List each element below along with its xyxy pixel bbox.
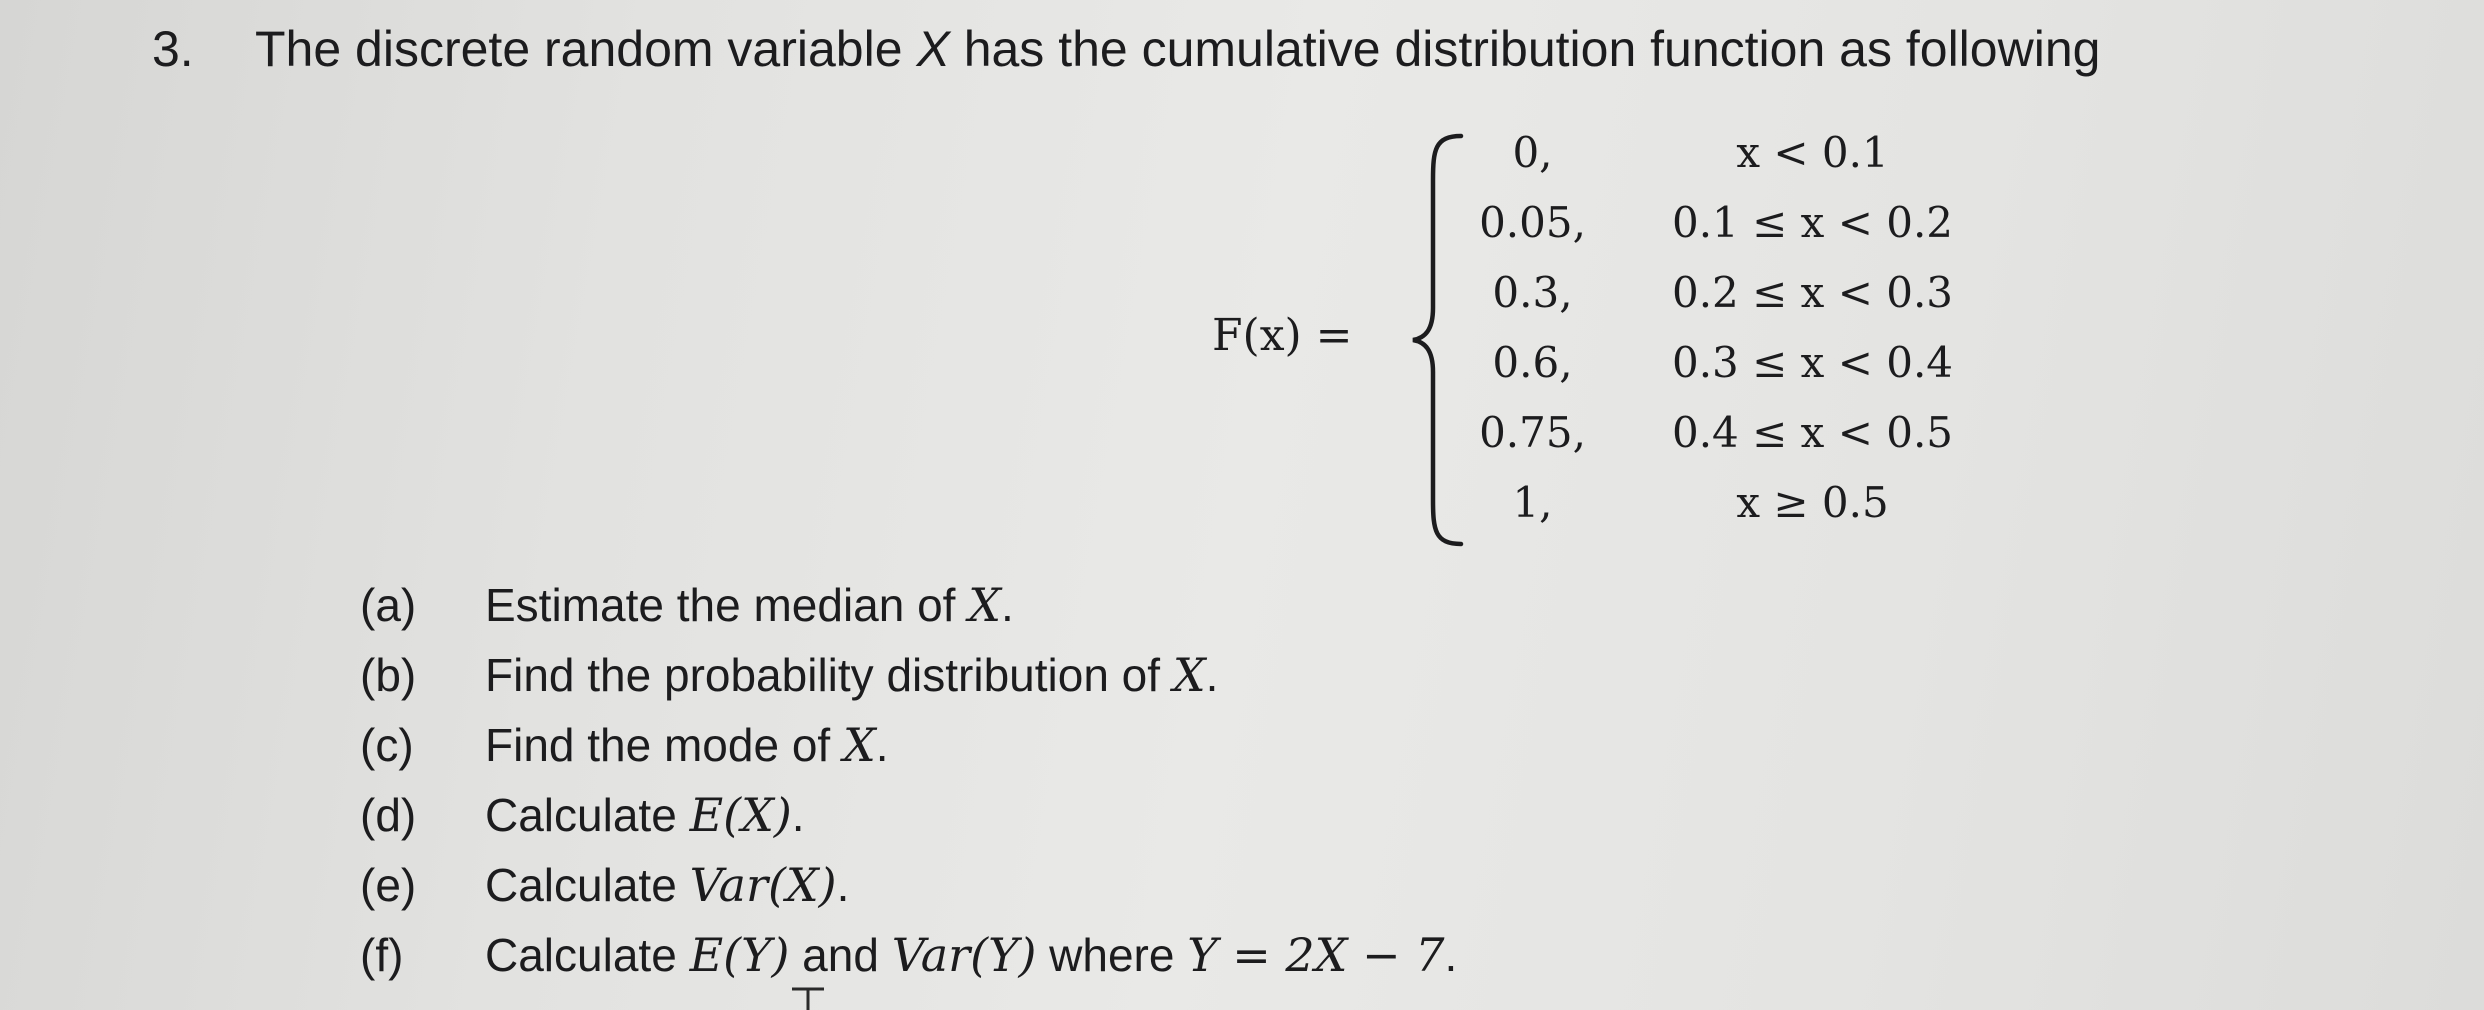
- cdf-value: 0,: [1512, 128, 1553, 177]
- stem-text-after: has the cumulative distribution function as following: [949, 21, 2101, 77]
- cdf-value: 0.05,: [1479, 198, 1586, 247]
- cdf-condition: 0.2 ≤ x < 0.3: [1671, 268, 1954, 317]
- part-label: (f): [360, 929, 404, 981]
- cdf-lhs: F(x) =: [1212, 310, 1353, 361]
- part-label: (c): [360, 719, 414, 771]
- part-label: (d): [360, 789, 417, 841]
- cdf-row: [0, 198, 2484, 268]
- part-text: Estimate the median of X.: [485, 578, 1014, 632]
- part-text: Calculate E(X).: [485, 788, 805, 842]
- stem-text-before: The discrete random variable: [255, 21, 917, 77]
- cdf-condition: 0.4 ≤ x < 0.5: [1671, 408, 1954, 457]
- cdf-row: [0, 128, 2484, 198]
- cdf-condition: 0.3 ≤ x < 0.4: [1671, 338, 1954, 387]
- cdf-row: [0, 478, 2484, 548]
- part-text: Calculate Var(X).: [485, 858, 850, 912]
- cdf-value: 1,: [1512, 478, 1553, 527]
- cdf-value: 0.3,: [1492, 268, 1573, 317]
- part-label: (e): [360, 859, 417, 911]
- cdf-value: 0.6,: [1492, 338, 1573, 387]
- pen-mark-icon: [790, 985, 826, 1010]
- part-label: (b): [360, 649, 417, 701]
- question-stem: [255, 20, 2100, 78]
- part-text: Find the mode of X.: [485, 718, 889, 772]
- cdf-condition: x < 0.1: [1736, 128, 1889, 177]
- cdf-condition: 0.1 ≤ x < 0.2: [1671, 198, 1954, 247]
- cdf-value: 0.75,: [1479, 408, 1586, 457]
- cdf-row: [0, 408, 2484, 478]
- cdf-row: [0, 268, 2484, 338]
- cdf-row: [0, 338, 2484, 408]
- cdf-condition: x ≥ 0.5: [1736, 478, 1889, 527]
- part-text: Calculate E(Y) and Var(Y) where Y = 2X − 7.: [485, 928, 1458, 982]
- part-text: Find the probability distribution of X.: [485, 648, 1219, 702]
- question-number: 3.: [152, 21, 194, 77]
- stem-variable: X: [916, 21, 950, 77]
- part-label: (a): [360, 579, 417, 631]
